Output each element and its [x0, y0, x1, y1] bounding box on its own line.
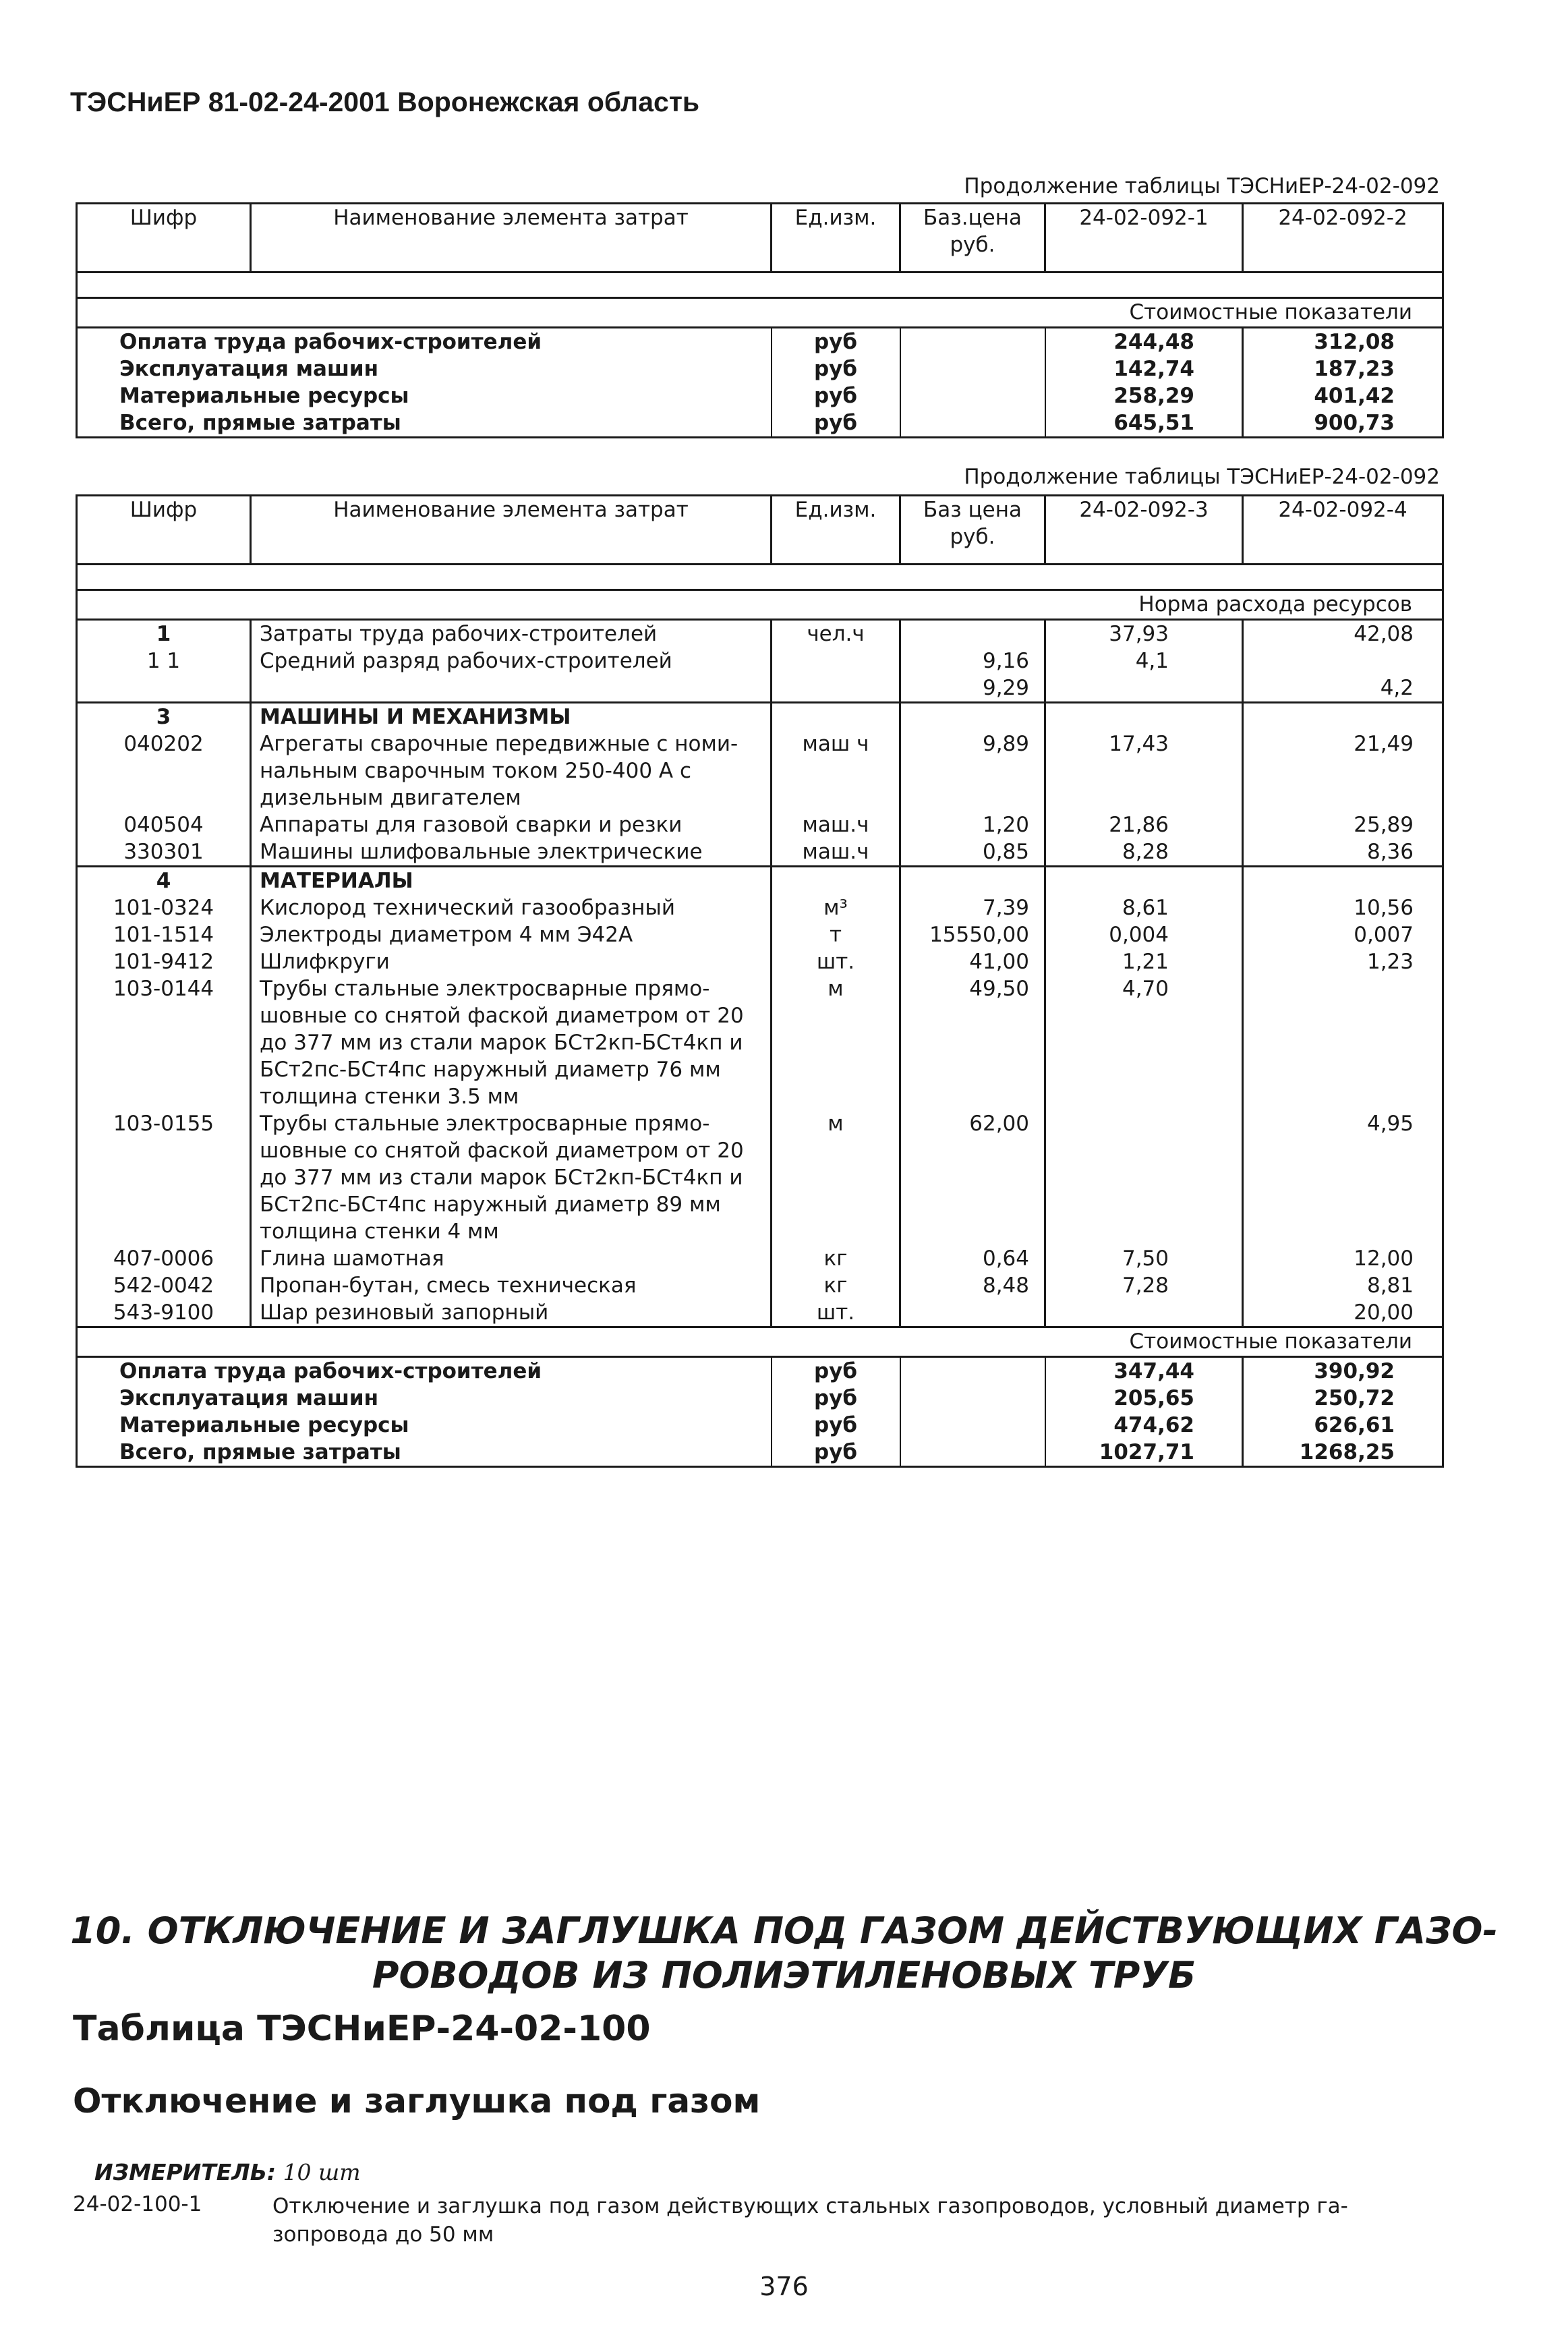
col-header-v1: 24-02-092-1	[1045, 204, 1243, 272]
table-row: 3 МАШИНЫ И МЕХАНИЗМЫ	[77, 703, 1443, 731]
summary-row: Всего, прямые затраты руб 1027,71 1268,25	[77, 1439, 1443, 1467]
table-row: 101-9412 Шлифкруги шт. 41,00 1,21 1,23	[77, 948, 1443, 975]
table-row: 040504 Аппараты для газовой сварки и резки маш.ч 1,20 21,86 25,89	[77, 811, 1443, 838]
summary-row: Эксплуатация машин руб 205,65 250,72	[77, 1385, 1443, 1412]
col-header-code: Шифр	[77, 204, 251, 272]
col-header-name: Наименование элемента затрат	[251, 204, 772, 272]
table-row: 407-0006 Глина шамотная кг 0,64 7,50 12,00	[77, 1245, 1443, 1272]
entry-text: Отключение и заглушка под газом действующих стальных газопроводов, условный диаметр га-зопровода до 50 мм	[272, 2194, 1348, 2247]
table-row: 1 1 Средний разряд рабочих-строителей 9,16 4,1	[77, 648, 1443, 674]
entry-code: 24-02-100-1	[73, 2192, 202, 2216]
table-row: 040202 Агрегаты сварочные передвижные с номи-нальным сварочным током 250-400 А с дизельным двигателем маш ч 9,89 17,43 21,49	[77, 730, 1443, 811]
table2-band-bottom: Стоимостные показатели	[77, 1327, 1443, 1357]
summary-row: Эксплуатация машин руб 142,74 187,23	[77, 355, 1443, 382]
table-row: 4 МАТЕРИАЛЫ	[77, 867, 1443, 895]
meter-value: 10 шт	[283, 2159, 361, 2185]
table1	[76, 202, 1444, 438]
col-header-v2: 24-02-092-2	[1243, 204, 1443, 272]
col-header-price: Баз.цена руб.	[900, 204, 1045, 272]
table-row: 542-0042 Пропан-бутан, смесь техническая кг 8,48 7,28 8,81	[77, 1272, 1443, 1299]
col-header-unit: Ед.изм.	[772, 496, 900, 565]
document-header: ТЭСНиЕР 81-02-24-2001 Воронежская область	[70, 86, 700, 117]
col-header-price: Баз цена руб.	[900, 496, 1045, 565]
summary-row: Материальные ресурсы руб 258,29 401,42	[77, 382, 1443, 409]
table-row: 543-9100 Шар резиновый запорный шт. 20,00	[77, 1299, 1443, 1327]
col-header-v1: 24-02-092-3	[1045, 496, 1243, 565]
meter-line	[94, 2159, 361, 2185]
summary-row: Оплата труда рабочих-строителей руб 244,48 312,08	[77, 328, 1443, 356]
section-title: 10. ОТКЛЮЧЕНИЕ И ЗАГЛУШКА ПОД ГАЗОМ ДЕЙСТВУЮЩИХ ГАЗО- РОВОДОВ ИЗ ПОЛИЭТИЛЕНОВЫХ ТРУБ	[70, 1909, 1498, 1996]
table2-band-top: Норма расхода ресурсов	[77, 590, 1443, 620]
table2	[76, 494, 1444, 1468]
table1-header-row	[77, 204, 1443, 272]
table-row: 9,29 4,2	[77, 674, 1443, 703]
summary-row: Всего, прямые затраты руб 645,51 900,73	[77, 409, 1443, 438]
col-header-unit: Ед.изм.	[772, 204, 900, 272]
table1-caption: Продолжение таблицы ТЭСНиЕР-24-02-092	[964, 174, 1440, 198]
table2-caption: Продолжение таблицы ТЭСНиЕР-24-02-092	[964, 465, 1440, 489]
summary-row: Материальные ресурсы руб 474,62 626,61	[77, 1412, 1443, 1439]
table-row: 101-0324 Кислород технический газообразный м³ 7,39 8,61 10,56	[77, 894, 1443, 921]
table-row: 1 Затраты труда рабочих-строителей чел.ч 37,93 42,08	[77, 620, 1443, 648]
table-row: 103-0155 Трубы стальные электросварные прямо-шовные со снятой фаской диаметром от 20 до 377 мм из стали марок БСт2кп-БСт4кп и БСт2пс-БСт4пс наружный диаметр 89 мм толщина стенки 4 мм м 62,00 4,95	[77, 1110, 1443, 1245]
table-row: 103-0144 Трубы стальные электросварные прямо-шовные со снятой фаской диаметром от 20 до 377 мм из стали марок БСт2кп-БСт4кп и БСт2пс-БСт4пс наружный диаметр 76 мм толщина стенки 3.5 мм м 49,50 4,70	[77, 975, 1443, 1110]
col-header-v2: 24-02-092-4	[1243, 496, 1443, 565]
summary-row: Оплата труда рабочих-строителей руб 347,44 390,92	[77, 1357, 1443, 1385]
table1-band: Стоимостные показатели	[77, 298, 1443, 328]
table-title: Таблица ТЭСНиЕР-24-02-100	[73, 2009, 651, 2049]
table2-header-row	[77, 496, 1443, 565]
col-header-name: Наименование элемента затрат	[251, 496, 772, 565]
page-number: 376	[759, 2272, 809, 2301]
table-subtitle: Отключение и заглушка под газом	[73, 2081, 761, 2121]
table-row: 330301 Машины шлифовальные электрические маш.ч 0,85 8,28 8,36	[77, 838, 1443, 867]
col-header-code: Шифр	[77, 496, 251, 565]
meter-label: ИЗМЕРИТЕЛЬ:	[94, 2159, 277, 2185]
table-row: 101-1514 Электроды диаметром 4 мм Э42А т 15550,00 0,004 0,007	[77, 921, 1443, 948]
